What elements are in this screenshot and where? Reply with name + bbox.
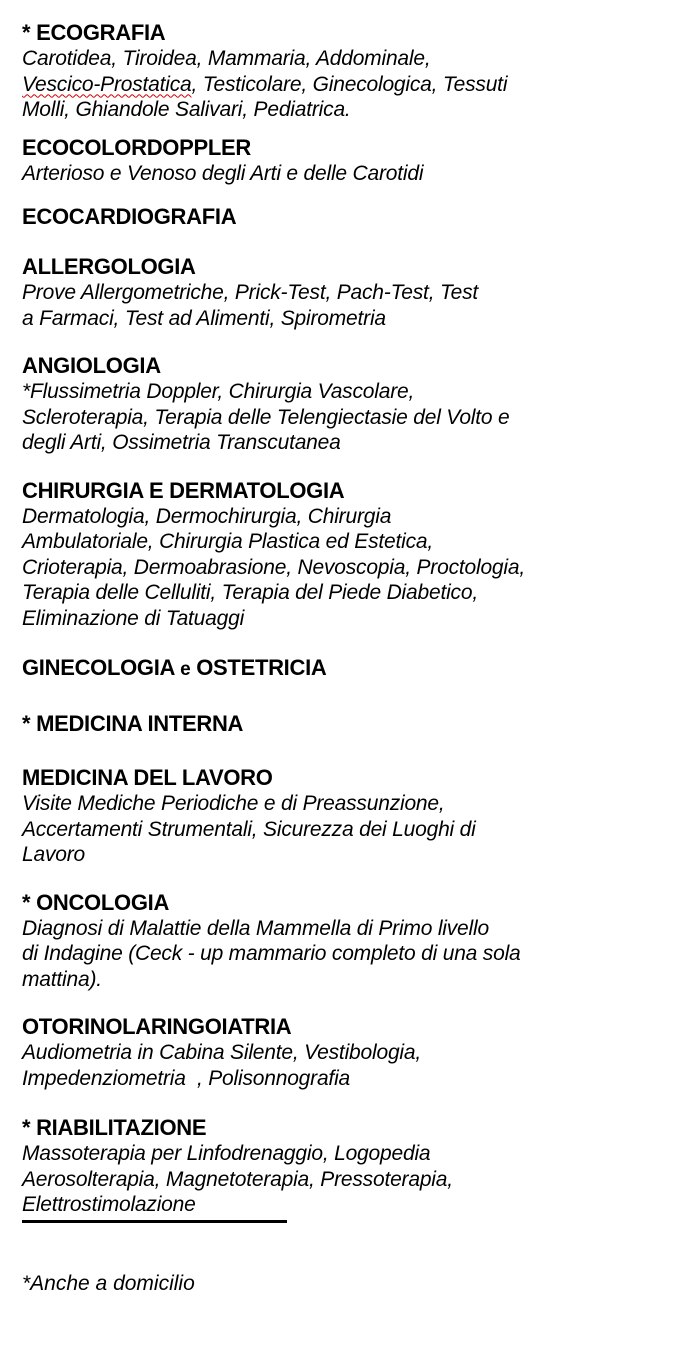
section-otorinolaringoiatria	[22, 1014, 682, 1091]
heading-part: GINECOLOGIA	[22, 655, 175, 680]
section-heading: ALLERGOLOGIA	[22, 254, 196, 279]
section-line: Accertamenti Strumentali, Sicurezza dei Luoghi di	[22, 817, 476, 841]
section-line-rest: , Testicolare, Ginecologica, Tessuti	[191, 72, 508, 96]
horizontal-rule	[22, 1220, 287, 1223]
section-ecocolordoppler	[22, 135, 682, 187]
section-line: Aerosolterapia, Magnetoterapia, Pressoterapia,	[22, 1167, 453, 1191]
section-heading	[22, 655, 682, 683]
section-riabilitazione	[22, 1115, 682, 1223]
section-medicina-lavoro	[22, 765, 682, 868]
section-line: Massoterapia per Linfodrenaggio, Logopedia	[22, 1142, 431, 1165]
section-oncologia	[22, 890, 682, 993]
section-line: Lavoro	[22, 843, 86, 866]
section-line: Arterioso e Venoso degli Arti e delle Carotidi	[22, 161, 424, 185]
section-line: Audiometria in Cabina Silente, Vestibologia,	[22, 1041, 421, 1064]
section-heading: OTORINOLARINGOIATRIA	[22, 1014, 292, 1039]
section-line: mattina).	[22, 967, 102, 991]
section-line: Crioterapia, Dermoabrasione, Nevoscopia, Proctologia,	[22, 555, 525, 579]
section-heading: * ONCOLOGIA	[22, 889, 170, 915]
section-chirurgia-dermatologia	[22, 478, 682, 632]
section-allergologia	[22, 254, 682, 331]
section-line: Visite Mediche Periodiche e di Preassunzione,	[22, 792, 445, 815]
section-ginecologia	[22, 655, 682, 683]
heading-part: e	[180, 659, 191, 680]
section-line: Diagnosi di Malattie della Mammella di Primo livello	[22, 916, 489, 940]
section-ecografia	[22, 20, 682, 123]
section-line: Scleroterapia, Terapia delle Telengiectasie del Volto e	[22, 405, 510, 429]
section-heading: CHIRURGIA E DERMATOLOGIA	[22, 477, 345, 503]
section-medicina-interna	[22, 711, 682, 737]
section-line: Molli, Ghiandole Salivari, Pediatrica.	[22, 98, 351, 121]
section-heading: * RIABILITAZIONE	[22, 1115, 207, 1140]
section-line: a Farmaci, Test ad Alimenti, Spirometria	[22, 306, 386, 330]
section-line: Terapia delle Celluliti, Terapia del Piede Diabetico,	[22, 581, 478, 604]
services-document	[22, 20, 682, 1297]
section-line: di Indagine (Ceck - up mammario completo di una sola	[22, 942, 521, 965]
section-heading: MEDICINA DEL LAVORO	[22, 765, 273, 790]
footnote: *Anche a domicilio	[22, 1271, 195, 1295]
section-heading: ECOCOLORDOPPLER	[22, 134, 251, 160]
section-line: *Flussimetria Doppler, Chirurgia Vascolare,	[22, 380, 415, 403]
section-ecocardiografia	[22, 204, 682, 230]
heading-part: OSTETRICIA	[196, 655, 327, 680]
spellcheck-word: Vescico-Prostatica	[22, 72, 192, 96]
section-line: Impedenziometria , Polisonnografia	[22, 1066, 351, 1090]
section-line	[22, 72, 682, 98]
section-heading: ECOCARDIOGRAFIA	[22, 204, 237, 229]
section-angiologia	[22, 353, 682, 456]
section-line: Elettrostimolazione	[22, 1193, 196, 1216]
section-line: Eliminazione di Tatuaggi	[22, 606, 245, 630]
section-line: Ambulatoriale, Chirurgia Plastica ed Estetica,	[22, 530, 433, 553]
section-heading: * MEDICINA INTERNA	[22, 711, 244, 736]
section-line: Dermatologia, Dermochirurgia, Chirurgia	[22, 504, 392, 528]
section-line: Carotidea, Tiroidea, Mammaria, Addominale,	[22, 47, 431, 70]
section-heading: * ECOGRAFIA	[22, 20, 166, 45]
section-line: degli Arti, Ossimetria Transcutanea	[22, 431, 341, 454]
section-heading: ANGIOLOGIA	[22, 353, 161, 378]
section-line: Prove Allergometriche, Prick-Test, Pach-Test, Test	[22, 281, 479, 304]
